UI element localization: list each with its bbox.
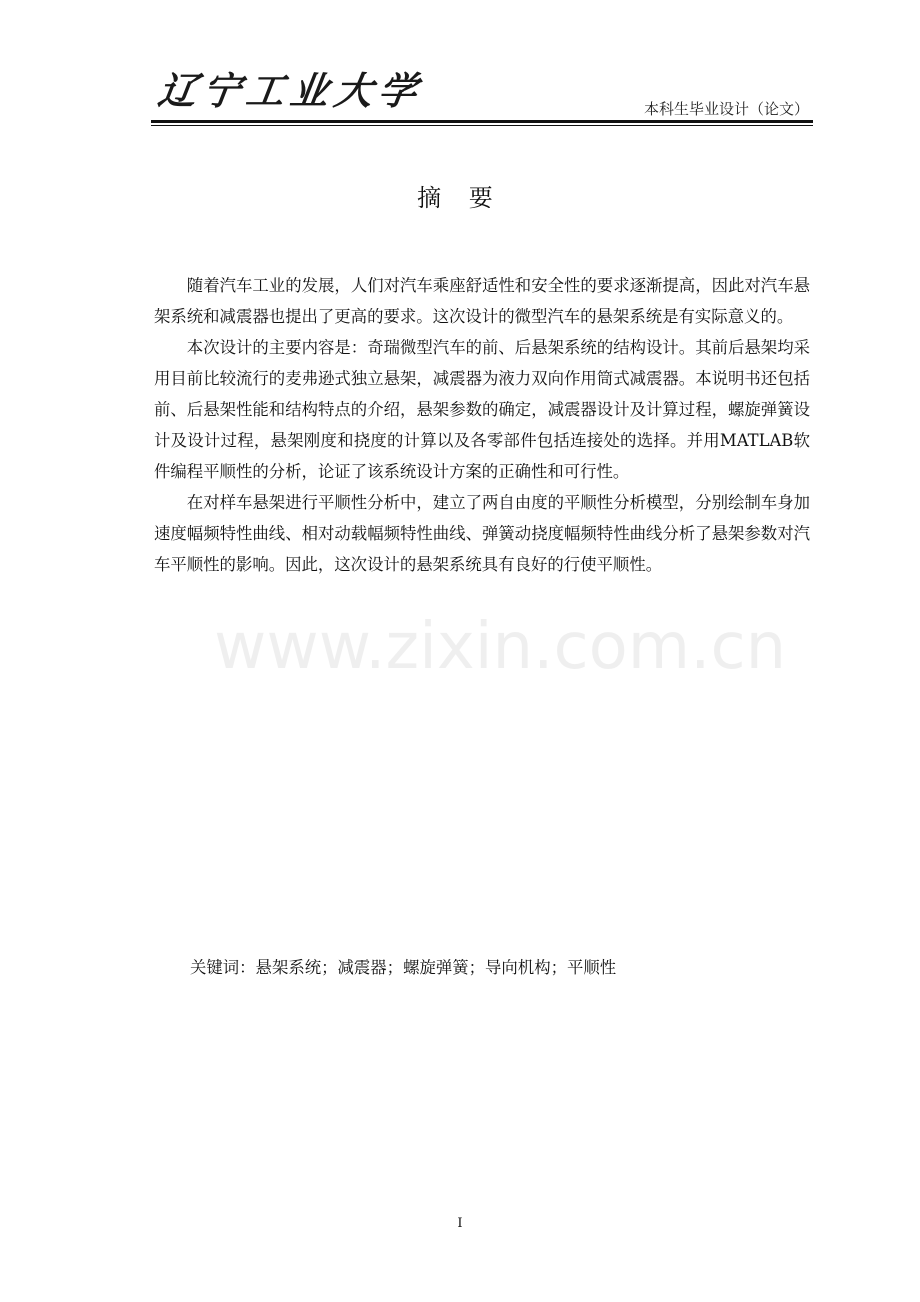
abstract-paragraph-2: 本次设计的主要内容是：奇瑞微型汽车的前、后悬架系统的结构设计。其前后悬架均采用目前比较流行的麦弗逊式独立悬架，减震器为液力双向作用筒式减震器。本说明书还包括前、后悬架性能和结构特点的介绍，悬架参数的确定，减震器设计及计算过程，螺旋弹簧设计及设计过程，悬架刚度和挠度的计算以及各零部件包括连接处的选择。并用MATLAB软件编程平顺性的分析，论证了该系统设计方案的正确性和可行性。 bbox=[154, 338, 810, 481]
abstract-body bbox=[154, 270, 810, 580]
keywords-line: 关键词：悬架系统；减震器；螺旋弹簧；导向机构；平顺性 bbox=[190, 958, 617, 977]
abstract-paragraph-1: 随着汽车工业的发展，人们对汽车乘座舒适性和安全性的要求逐渐提高，因此对汽车悬架系统和减震器也提出了更高的要求。这次设计的微型汽车的悬架系统是有实际意义的。 bbox=[154, 276, 810, 326]
document-type-label: 本科生毕业设计（论文） bbox=[643, 100, 809, 118]
page-number: I bbox=[457, 1216, 463, 1231]
university-logo: 辽宁工业大学 bbox=[155, 68, 426, 113]
watermark: www.zixin.com.cn bbox=[214, 610, 787, 684]
abstract-paragraph-3: 在对样车悬架进行平顺性分析中，建立了两自由度的平顺性分析模型，分别绘制车身加速度幅频特性曲线、相对动载幅频特性曲线、弹簧动挠度幅频特性曲线分析了悬架参数对汽车平顺性的影响。因此，这次设计的悬架系统具有良好的行使平顺性。 bbox=[154, 493, 810, 574]
page-header bbox=[151, 56, 813, 128]
header-rule-thick bbox=[151, 120, 813, 123]
page-title: 摘 要 bbox=[417, 184, 503, 212]
header-rule-thin bbox=[151, 125, 813, 126]
